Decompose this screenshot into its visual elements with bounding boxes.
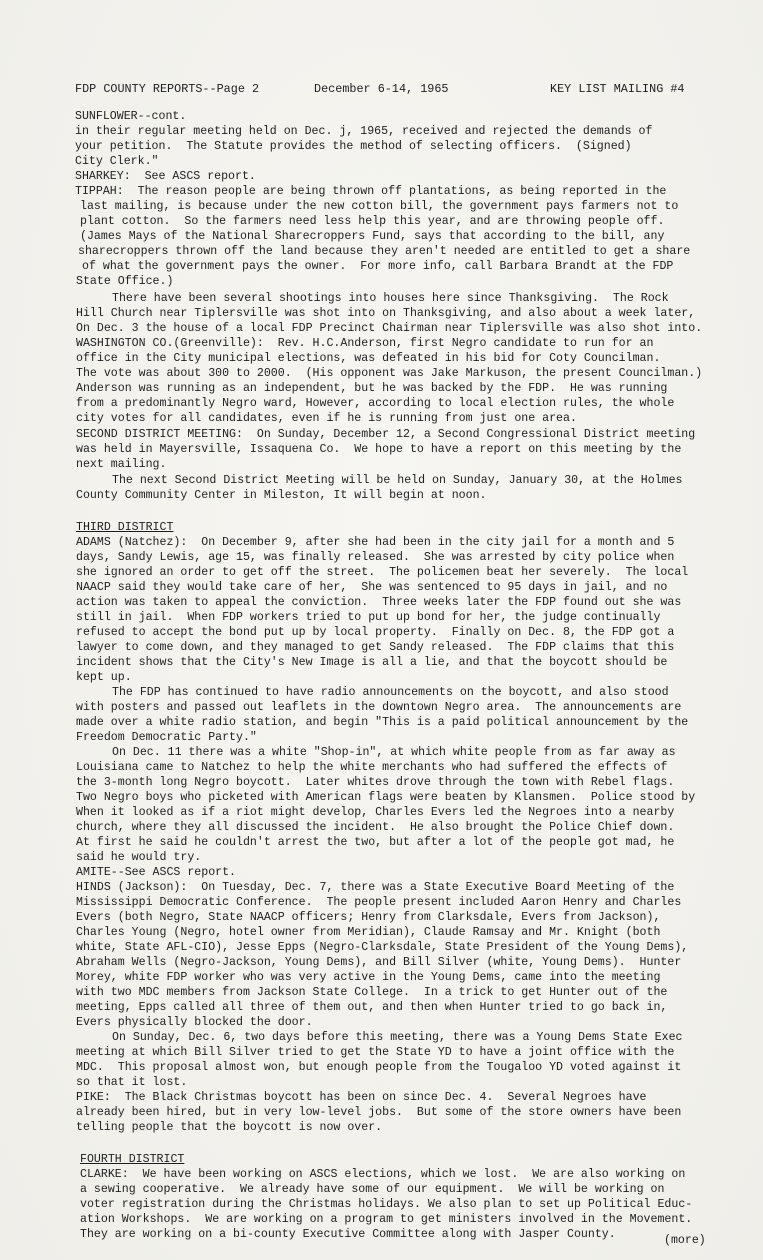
text-line: made over a white radio station, and begin "This is a paid political announcement by the (76, 716, 689, 729)
text-line: church, where they all discussed the incident. He also brought the Police Chief down. (76, 821, 675, 834)
text-line: The vote was about 300 to 2000. (His opponent was Jake Markuson, the present Councilman.) (76, 367, 703, 380)
text-line: still in jail. When FDP workers tried to put up bond for her, the judge continually (76, 611, 661, 624)
text-line: city votes for all candidates, even if he is running from just one area. (76, 412, 577, 425)
text-line: from a predominantly Negro ward, However, according to local election rules, the whole (76, 397, 675, 410)
text-line: NAACP said they would take care of her, She was sentenced to 95 days in jail, and no (76, 581, 668, 594)
more-note: (more) (664, 1234, 706, 1247)
text-line: WASHINGTON CO.(Greenville): Rev. H.C.Anderson, first Negro candidate to run for an (76, 337, 654, 350)
text-line: Mississippi Democratic Conference. The people present included Aaron Henry and Charles (76, 896, 682, 909)
section-heading: FOURTH DISTRICT (80, 1153, 185, 1166)
text-line: lawyer to come down, and they managed to get Sandy released. The FDP claims that this (76, 641, 675, 654)
text-line: City Clerk." (75, 155, 159, 168)
text-line: she ignored an order to get off the street. The policemen beat her severely. The local (76, 566, 689, 579)
text-line: SHARKEY: See ASCS report. (75, 170, 256, 183)
text-line: so that it lost. (76, 1076, 188, 1089)
text-line: white, State AFL-CIO), Jesse Epps (Negro-Clarksdale, State President of the Young Dems), (76, 941, 689, 954)
text-line: The FDP has continued to have radio announcements on the boycott, and also stood (112, 686, 669, 699)
text-line: meeting at which Bill Silver tried to get the State YD to have a joint office with the (76, 1046, 675, 1059)
text-line: Louisiana came to Natchez to help the white merchants who had suffered the effects of (76, 761, 668, 774)
text-line: with posters and passed out leaflets in the downtown Negro area. The announcements are (76, 701, 682, 714)
text-line: action was taken to appeal the conviction. Three weeks later the FDP found out she was (76, 596, 682, 609)
header-date: December 6-14, 1965 (314, 82, 449, 96)
text-line: office in the City municipal elections, was defeated in his bid for Coty Councilman. (76, 352, 661, 365)
text-line: Charles Young (Negro, hotel owner from Meridian), Claude Ramsay and Mr. Knight (both (76, 926, 661, 939)
header-mailing: KEY LIST MAILING #4 (550, 82, 685, 96)
text-line: On Sunday, Dec. 6, two days before this meeting, there was a Young Dems State Exec (112, 1031, 683, 1044)
text-line: On Dec. 11 there was a white "Shop-in", at which white people from as far away as (112, 746, 676, 759)
text-line: They are working on a bi-county Executive Committee along with Jasper County. (80, 1228, 616, 1241)
text-line: AMITE--See ASCS report. (76, 866, 237, 879)
text-line: State Office.) (76, 275, 174, 288)
text-line: (James Mays of the National Sharecroppers Fund, says that according to the bill, any (80, 230, 665, 243)
text-line: Freedom Democratic Party." (76, 731, 257, 744)
header-title: FDP COUNTY REPORTS--Page 2 (75, 82, 260, 96)
text-line: Morey, white FDP worker who was very active in the Young Dems, came into the meeting (76, 971, 661, 984)
text-line: ADAMS (Natchez): On December 9, after she had been in the city jail for a month and 5 (76, 536, 675, 549)
text-line: Evers (both Negro, State NAACP officers; Henry from Clarksdale, Evers from Jackson), (76, 911, 661, 924)
text-line: the 3-month long Negro boycott. Later whites drove through the town with Rebel flags. (76, 776, 675, 789)
text-line: County Community Center in Mileston, It will begin at noon. (76, 489, 487, 502)
text-line: of what the government pays the owner. For more info, call Barbara Brandt at the FDP (82, 260, 674, 273)
text-line: When it looked as if a riot might develop, Charles Evers led the Negroes into a nearby (76, 806, 675, 819)
text-line: next mailing. (76, 458, 167, 471)
text-line: CLARKE: We have been working on ASCS elections, which we lost. We are also working on (80, 1168, 686, 1181)
text-line: telling people that the boycott is now over. (76, 1121, 383, 1134)
text-line: plant cotton. So the farmers need less help this year, and are throwing people off. (80, 215, 665, 228)
text-line: Two Negro boys who picketed with American flags were beaten by Klansmen. Police stood by (76, 791, 696, 804)
text-line: HINDS (Jackson): On Tuesday, Dec. 7, there was a State Executive Board Meeting of the (76, 881, 675, 894)
text-line: a sewing cooperative. We already have some of our equipment. We will be working on (80, 1183, 665, 1196)
text-line: already been hired, but in very low-level jobs. But some of the store owners have been (76, 1106, 682, 1119)
text-line: PIKE: The Black Christmas boycott has been on since Dec. 4. Several Negroes have (76, 1091, 647, 1104)
text-line: SECOND DISTRICT MEETING: On Sunday, December 12, a Second Congressional District meeting (76, 428, 696, 441)
text-line: said he would try. (76, 851, 202, 864)
text-line: There have been several shootings into houses here since Thanksgiving. The Rock (112, 292, 669, 305)
text-line: At first he said he couldn't arrest the two, but after a lot of the people got mad, he (76, 836, 675, 849)
text-line: incident shows that the City's New Image is all a lie, and that the boycott should be (76, 656, 668, 669)
text-line: The next Second District Meeting will be held on Sunday, January 30, at the Holmes (112, 474, 683, 487)
text-line: in their regular meeting held on Dec. j, 1965, received and rejected the demands of (75, 125, 653, 138)
text-line: On Dec. 3 the house of a local FDP Precinct Chairman near Tiplersville was also shot into. (76, 322, 703, 335)
text-line: TIPPAH: The reason people are being thrown off plantations, as being reported in the (75, 185, 667, 198)
text-line: Abraham Wells (Negro-Jackson, Young Dems), and Bill Silver (white, Young Dems). Hunter (76, 956, 682, 969)
text-line: Anderson was running as an independent, but he was backed by the FDP. He was running (76, 382, 668, 395)
text-line: days, Sandy Lewis, age 15, was finally released. She was arrested by city police when (76, 551, 675, 564)
text-line: ation Workshops. We are working on a program to get ministers involved in the Movement. (80, 1213, 693, 1226)
text-line: meeting, Epps called all three of them out, and then when Hunter tried to go back in, (76, 1001, 668, 1014)
text-line: Evers physically blocked the door. (76, 1016, 313, 1029)
text-line: was held in Mayersville, Issaquena Co. We hope to have a report on this meeting by the (76, 443, 682, 456)
text-line: MDC. This proposal almost won, but enough people from the Tougaloo YD voted against it (76, 1061, 682, 1074)
text-line: sharecroppers thrown off the land because they aren't needed are entitled to get a share (78, 245, 691, 258)
text-line: Hill Church near Tiplersville was shot into on Thanksgiving, and also about a week later, (76, 307, 696, 320)
text-line: SUNFLOWER--cont. (75, 110, 187, 123)
text-line: kept up. (76, 671, 132, 684)
text-line: voter registration during the Christmas holidays. We also plan to set up Political Educ- (80, 1198, 693, 1211)
text-line: refused to accept the bond put up by local property. Finally on Dec. 8, the FDP got a (76, 626, 675, 639)
text-line: last mailing, is because under the new cotton bill, the government pays farmers not to (80, 200, 679, 213)
section-heading: THIRD DISTRICT (76, 521, 174, 534)
text-line: your petition. The Statute provides the method of selecting officers. (Signed) (75, 140, 632, 153)
text-line: with two MDC members from Jackson State College. In a trick to get Hunter out of the (76, 986, 668, 999)
